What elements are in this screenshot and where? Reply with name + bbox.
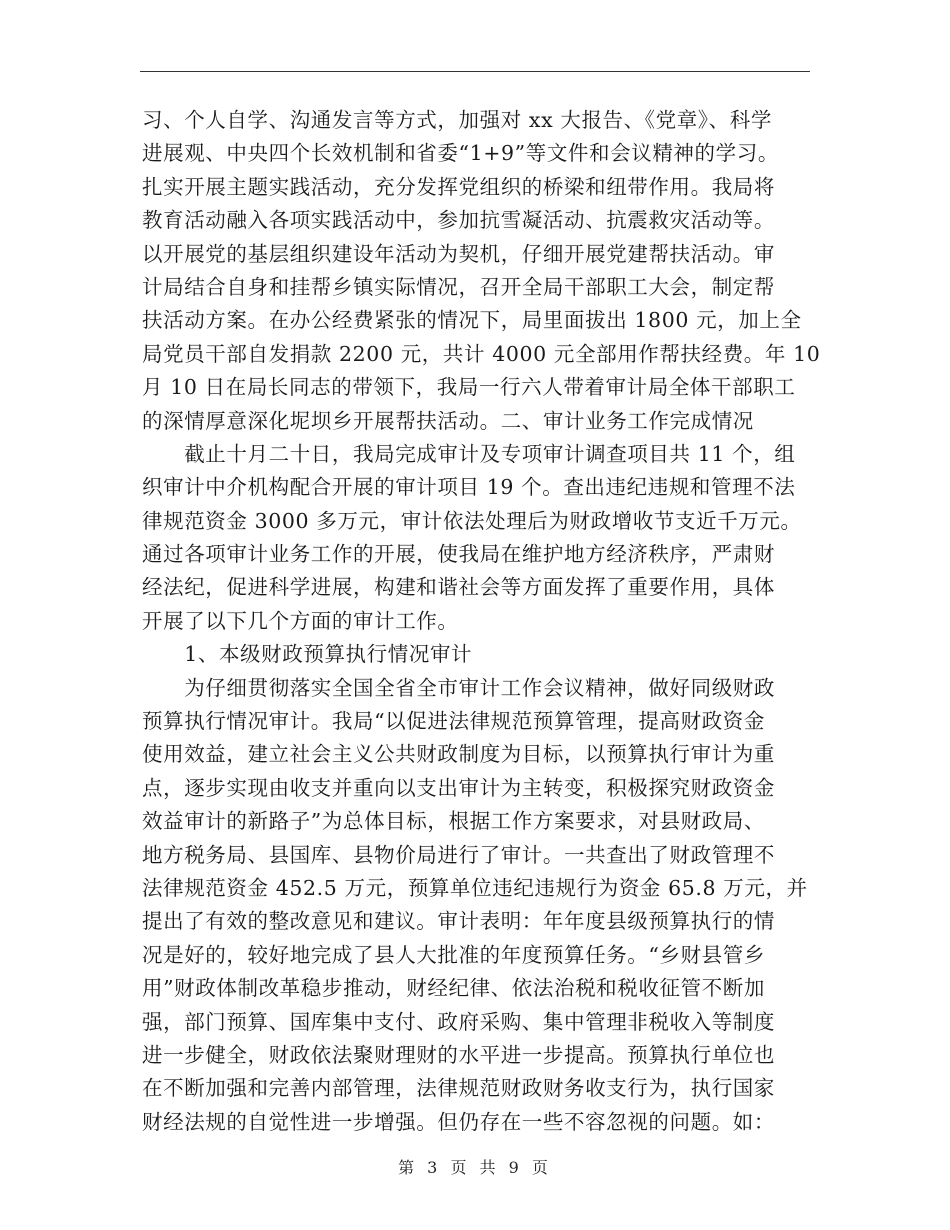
text-line: 地方税务局、县国库、县物价局进行了审计。一共查出了财政管理不 (142, 842, 775, 867)
body-text (142, 104, 821, 1139)
text-line: 效益审计的新路子”为总体目标，根据工作方案要求，对县财政局、 (142, 809, 765, 834)
text-line: 教育活动融入各项实践活动中，参加抗雪凝活动、抗震救灾活动等。 (142, 208, 775, 233)
text-line: 开展了以下几个方面的审计工作。 (142, 608, 459, 633)
text-line: 扎实开展主题实践活动，充分发挥党组织的桥梁和纽带作用。我局将 (142, 174, 775, 199)
header-rule (140, 71, 810, 72)
text-line: 进展观、中央四个长效机制和省委“1+9”等文件和会议精神的学习。 (142, 141, 779, 166)
text-line: 经法纪，促进科学进展，构建和谐社会等方面发挥了重要作用，具体 (142, 575, 775, 600)
text-line: 法律规范资金 452.5 万元，预算单位违纪违规行为资金 65.8 万元，并 (142, 875, 808, 900)
text-line: 点，逐步实现由收支并重向以支出审计为主转变，积极探究财政资金 (142, 775, 775, 800)
text-line: 织审计中介机构配合开展的审计项目 19 个。查出违纪违规和管理不法 (142, 475, 796, 500)
text-line: 以开展党的基层组织建设年活动为契机，仔细开展党建帮扶活动。审 (142, 241, 775, 266)
text-line: 通过各项审计业务工作的开展，使我局在维护地方经济秩序，严肃财 (142, 542, 775, 567)
text-line: 局党员干部自发捐款 2200 元，共计 4000 元全部用作帮扶经费。年 10 (142, 341, 821, 366)
text-line: 为仔细贯彻落实全国全省全市审计工作会议精神，做好同级财政 (142, 675, 775, 700)
text-line: 的深情厚意深化坭坝乡开展帮扶活动。二、审计业务工作完成情况 (142, 408, 754, 433)
text-line: 习、个人自学、沟通发言等方式，加强对 xx 大报告、《党章》、科学 (142, 108, 772, 132)
text-line: 况是好的，较好地完成了县人大批准的年度预算任务。“乡财县管乡 (142, 942, 765, 967)
text-line: 1、本级财政预算执行情况审计 (142, 642, 473, 667)
text-line: 截止十月二十日，我局完成审计及专项审计调查项目共 11 个，组 (142, 441, 796, 466)
text-line: 在不断加强和完善内部管理，法律规范财政财务收支行为，执行国家 (142, 1076, 775, 1101)
text-line: 使用效益，建立社会主义公共财政制度为目标，以预算执行审计为重 (142, 742, 775, 767)
text-line: 提出了有效的整改意见和建议。审计表明：年年度县级预算执行的情 (142, 909, 775, 934)
text-line: 月 10 日在局长同志的带领下，我局一行六人带着审计局全体干部职工 (142, 375, 796, 400)
text-line: 计局结合自身和挂帮乡镇实际情况，召开全局干部职工大会，制定帮 (142, 274, 775, 299)
text-line: 律规范资金 3000 多万元，审计依法处理后为财政增收节支近千万元。 (142, 508, 802, 533)
page-number-footer: 第 3 页 共 9 页 (398, 1158, 552, 1177)
text-line: 强，部门预算、国库集中支付、政府采购、集中管理非税收入等制度 (142, 1009, 775, 1034)
text-line: 扶活动方案。在办公经费紧张的情况下，局里面拔出 1800 元，加上全 (142, 308, 802, 333)
text-line: 财经法规的自觉性进一步增强。但仍存在一些不容忽视的问题。如： (142, 1109, 775, 1134)
text-line: 用”财政体制改革稳步推动，财经纪律、依法治税和税收征管不断加 (142, 976, 765, 1001)
text-line: 预算执行情况审计。我局“以促进法律规范预算管理，提高财政资金 (142, 709, 765, 734)
text-line: 进一步健全，财政依法聚财理财的水平进一步提高。预算执行单位也 (142, 1042, 775, 1067)
